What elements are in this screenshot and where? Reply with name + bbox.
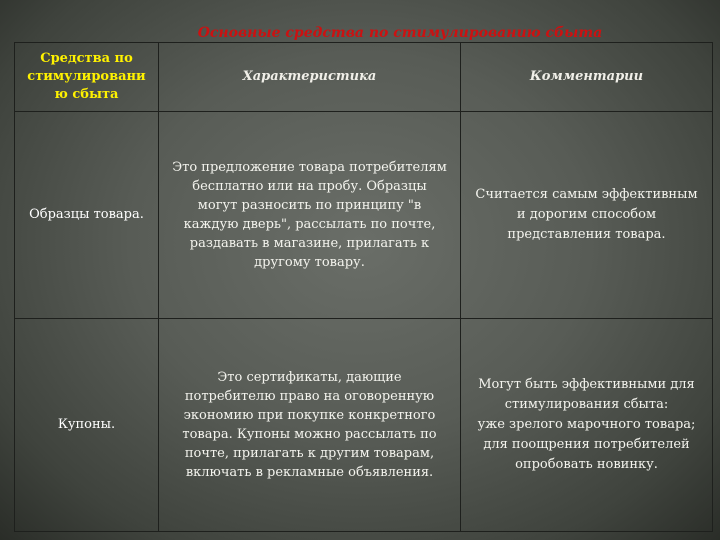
row-comment: Считается самым эффективным и дорогим способом представления товара. [461,112,713,319]
row-name: Купоны. [15,319,159,532]
table-row [15,112,713,319]
header-comments: Комментарии [461,43,713,112]
row-name: Образцы товара. [15,112,159,319]
row-comment: Могут быть эффективными для стимулирования сбыта: уже зрелого марочного товара; для поощрения потребителей опробовать новинку. [461,319,713,532]
row-characteristic: Это сертификаты, дающие потребителю право на оговоренную экономию при покупке конкретного товара. Купоны можно рассылать по почте, прилагать к другим товарам, включать в рекламные объявления. [159,319,461,532]
promotion-table [14,42,713,532]
slide-title: Основные средства по стимулированию сбыта [197,25,603,41]
table-row [15,319,713,532]
header-means: Средства по стимулировани ю сбыта [15,43,159,112]
header-characteristic: Характеристика [159,43,461,112]
header-row [15,43,713,112]
row-characteristic: Это предложение товара потребителям бесплатно или на пробу. Образцы могут разносить по принципу "в каждую дверь", рассылать по почте, раздавать в магазине, прилагать к другому товару. [159,112,461,319]
